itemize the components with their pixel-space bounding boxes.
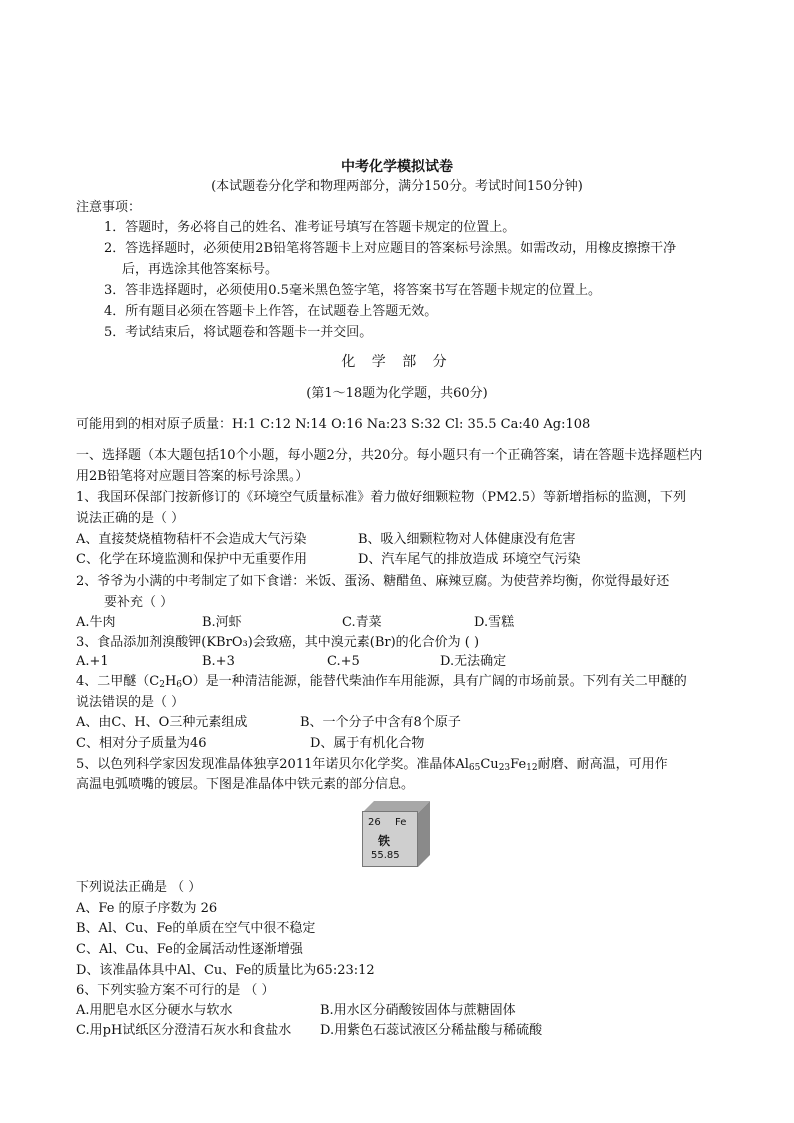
tile-element-name: 铁 (378, 834, 391, 848)
question-2-option-c: C.青菜 (342, 615, 382, 630)
question-3-option-a: A.+1 (76, 654, 109, 669)
note-item: 2．答选择题时，必须使用2B铅笔将答题卡上对应题目的答案标号涂黑。如需改动，用橡皮擦擦干净 (104, 241, 677, 256)
atomic-masses: 可能用到的相对原子质量：H:1 C:12 N:14 O:16 Na:23 S:32 Cl: 35.5 Ca:40 Ag:108 (76, 417, 591, 432)
section-title: 化 学 部 分 (341, 354, 453, 370)
question-2-option-b: B.河虾 (202, 615, 242, 630)
section-range: (第1～18题为化学题，共60分) (306, 386, 488, 401)
page-title: 中考化学模拟试卷 (341, 159, 453, 175)
question-5-stem-continuation: 高温电弧喷嘴的镀层。下图是准晶体中铁元素的部分信息。 (76, 777, 415, 792)
question-1-option-a: A、直接焚烧植物秸杆不会造成大气污染 (76, 532, 307, 547)
question-3-option-d: D.无法确定 (440, 654, 507, 669)
question-5-option-a: A、Fe 的原子序数为 26 (76, 901, 218, 916)
question-4-option-b: B、一个分子中含有8个原子 (300, 715, 461, 730)
question-6-option-b: B.用水区分硝酸铵固体与蔗糖固体 (320, 1003, 516, 1018)
part1-instructions: 一、选择题（本大题包括10个小题，每小题2分，共20分。每小题只有一个正确答案，请在答题卡选择题栏内 (76, 448, 703, 463)
question-1-stem: 1、我国环保部门按新修订的《环境空气质量标准》着力做好细颗粒物（PM2.5）等新增指标的监测，下列 (76, 490, 687, 505)
question-4-option-a: A、由C、H、O三种元素组成 (76, 715, 248, 730)
question-5-option-d: D、该准晶体具中Al、Cu、Fe的质量比为65:23:12 (76, 963, 375, 978)
note-item: 3．答非选择题时，必须使用0.5毫米黑色签字笔，将答案书写在答题卡规定的位置上。 (104, 283, 601, 298)
question-1-stem-continuation: 说法正确的是（ ） (76, 511, 185, 526)
note-item: 5．考试结束后，将试题卷和答题卡一并交回。 (104, 325, 373, 340)
tile-front-face (362, 811, 418, 867)
question-4-option-d: D、属于有机化合物 (310, 736, 425, 751)
note-item: 1．答题时，务必将自己的姓名、准考证号填写在答题卡规定的位置上。 (104, 220, 516, 235)
page-subtitle: (本试题卷分化学和物理两部分，满分150分。考试时间150分钟) (211, 179, 583, 194)
question-6-option-a: A.用肥皂水区分硬水与软水 (76, 1003, 233, 1018)
question-6-option-d: D.用紫色石蕊试液区分稀盐酸与稀硫酸 (320, 1023, 543, 1038)
question-6-stem: 6、下列实验方案不可行的是 （ ） (76, 983, 275, 998)
question-6-option-c: C.用pH试纸区分澄清石灰水和食盐水 (76, 1023, 292, 1038)
question-2-stem: 2、爷爷为小满的中考制定了如下食谱：米饭、蛋汤、糖醋鱼、麻辣豆腐。为使营养均衡，你觉得最好还 (76, 574, 670, 589)
question-3-option-c: C.+5 (327, 654, 360, 669)
question-1-option-d: D、汽车尾气的排放造成 环境空气污染 (358, 552, 581, 567)
tile-element-symbol: Fe (395, 817, 407, 828)
question-4-option-c: C、相对分子质量为46 (76, 736, 207, 751)
question-1-option-c: C、化学在环境监测和保护中无重要作用 (76, 552, 307, 567)
iron-element-tile (362, 801, 432, 869)
question-2-option-a: A.牛肉 (76, 615, 116, 630)
question-5-option-b: B、Al、Cu、Fe的单质在空气中很不稳定 (76, 921, 316, 936)
question-4-stem-continuation: 说法错误的是（ ） (76, 695, 185, 710)
question-3-stem: 3、食品添加剂溴酸钾(KBrO₃)会致癌，其中溴元素(Br)的化合价为 ( ) (76, 635, 480, 650)
question-4-stem: 4、二甲醚$(C_2H_6O)$是一种清洁能源，能替代柴油作车用能源，具有广阔的市场前景。下列有关二甲醚的 (76, 674, 687, 690)
tile-atomic-number: 26 (368, 817, 381, 828)
question-2-option-d: D.雪糕 (474, 615, 515, 630)
tile-atomic-mass: 55.85 (371, 850, 400, 861)
question-5-option-c: C、Al、Cu、Fe的金属活动性逐渐增强 (76, 942, 303, 957)
notes-heading: 注意事项： (76, 200, 142, 215)
question-5-stem-continuation: 下列说法正确是 （ ） (76, 880, 202, 895)
question-3-option-b: B.+3 (202, 654, 235, 669)
question-5-stem: 5、以色列科学家因发现准晶体独享2011年诺贝尔化学奖。准晶体$Al_{65}Cu_{23}Fe_{12}$耐磨、耐高温，可用作 (76, 757, 668, 773)
note-item-continuation: 后，再选涂其他答案标号。 (122, 262, 279, 277)
part1-instructions-continuation: 用2B铅笔将对应题目答案的标号涂黑。） (76, 469, 309, 484)
question-1-option-b: B、吸入细颗粒物对人体健康没有危害 (358, 532, 576, 547)
question-2-stem-continuation: 要补充（ ） (104, 595, 174, 610)
note-item: 4．所有题目必须在答题卡上作答，在试题卷上答题无效。 (104, 304, 438, 319)
